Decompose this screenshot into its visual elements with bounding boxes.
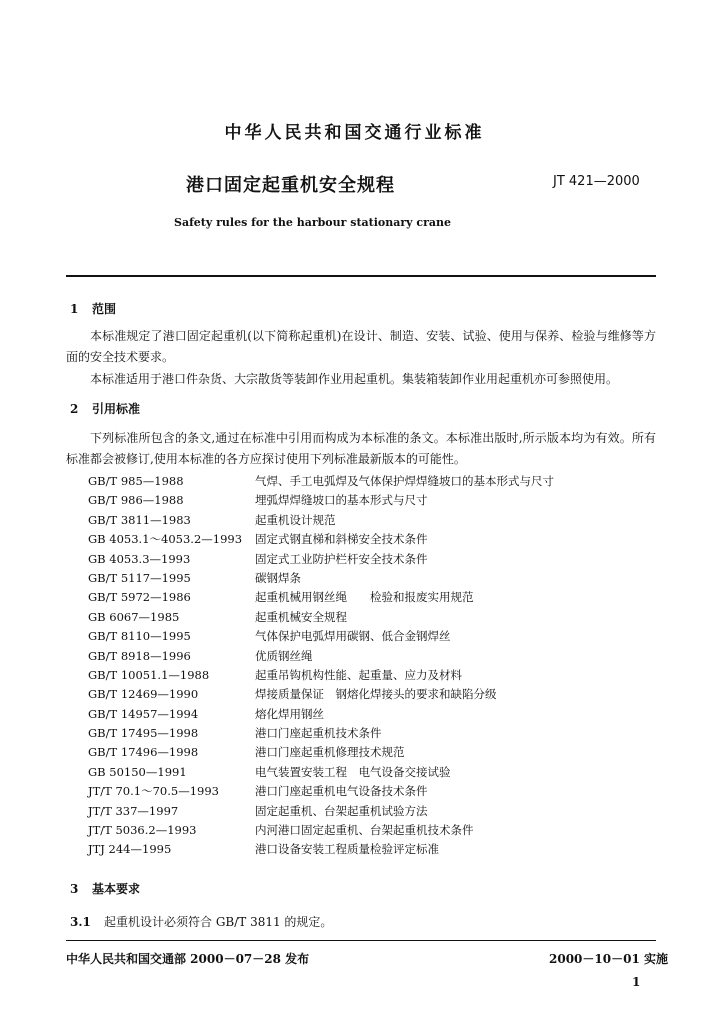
reference-item xyxy=(88,569,558,588)
effective-date: 2000－10－01 实施 xyxy=(549,952,668,966)
issuing-category-heading: 中华人民共和国交通行业标准 xyxy=(224,123,485,143)
reference-title: 港口门座起重机技术条件 xyxy=(255,726,382,741)
reference-title: 埋弧焊焊缝坡口的基本形式与尺寸 xyxy=(255,493,428,508)
reference-item xyxy=(88,588,558,607)
section-3-heading xyxy=(70,880,140,897)
reference-code: GB/T 12469—1990 xyxy=(88,687,199,702)
reference-code: GB 6067—1985 xyxy=(88,609,180,624)
reference-code: JT/T 70.1～70.5—1993 xyxy=(88,784,219,799)
reference-code: GB/T 986—1988 xyxy=(88,493,184,508)
reference-item xyxy=(88,666,558,685)
reference-title: 优质钢丝绳 xyxy=(255,648,313,663)
reference-title: 固定式钢直梯和斜梯安全技术条件 xyxy=(255,532,428,547)
reference-code: GB/T 17496—1998 xyxy=(88,745,199,760)
reference-code: GB/T 5117—1995 xyxy=(88,570,191,585)
reference-title: 起重吊钩机构性能、起重量、应力及材料 xyxy=(255,667,462,682)
reference-item xyxy=(88,550,558,569)
reference-code: GB/T 17495—1998 xyxy=(88,726,199,741)
reference-item xyxy=(88,763,558,782)
reference-item xyxy=(88,705,558,724)
reference-title: 港口设备安装工程质量检验评定标准 xyxy=(255,842,439,857)
scope-paragraph-2: 本标准适用于港口件杂货、大宗散货等装卸作业用起重机。集装箱装卸作业用起重机亦可参照使用。 xyxy=(90,372,619,386)
section-title: 基本要求 xyxy=(92,882,141,896)
reference-title: 起重机械用钢丝绳 检验和报废实用规范 xyxy=(255,590,474,605)
reference-title: 气体保护电弧焊用碳钢、低合金钢焊丝 xyxy=(255,629,451,644)
reference-item xyxy=(88,821,558,840)
reference-item xyxy=(88,685,558,704)
reference-title: 固定起重机、台架起重机试验方法 xyxy=(255,803,428,818)
reference-title: 焊接质量保证 钢熔化焊接头的要求和缺陷分级 xyxy=(255,687,497,702)
reference-item xyxy=(88,472,558,491)
section-number: 1 xyxy=(70,302,79,316)
reference-code: GB/T 8110—1995 xyxy=(88,629,191,644)
reference-title: 碳钢焊条 xyxy=(255,570,301,585)
reference-code: GB 4053.1～4053.2—1993 xyxy=(88,532,243,547)
reference-code: GB/T 10051.1—1988 xyxy=(88,667,210,682)
clause-number: 3.1 xyxy=(70,915,91,929)
reference-code: GB/T 985—1988 xyxy=(88,474,184,488)
reference-title: 港口门座起重机电气设备技术条件 xyxy=(255,784,428,799)
reference-code: JT/T 5036.2—1993 xyxy=(88,823,197,838)
reference-title: 起重机设计规范 xyxy=(255,512,336,527)
reference-code: GB/T 3811—1983 xyxy=(88,512,191,527)
clause-3-1 xyxy=(70,913,332,930)
section-title: 范围 xyxy=(92,302,117,316)
section-1-heading xyxy=(70,300,116,317)
reference-code: GB/T 5972—1986 xyxy=(88,590,191,605)
reference-code: GB/T 8918—1996 xyxy=(88,648,191,663)
reference-code: JT/T 337—1997 xyxy=(88,803,179,818)
section-2-heading xyxy=(70,400,140,417)
section-number: 3 xyxy=(70,882,79,896)
reference-item xyxy=(88,802,558,821)
section-title: 引用标准 xyxy=(92,402,141,416)
reference-title: 电气装置安装工程 电气设备交接试验 xyxy=(255,764,451,779)
issue-date: 中华人民共和国交通部 2000－07－28 发布 xyxy=(66,952,310,966)
reference-code: GB 4053.3—1993 xyxy=(88,551,191,566)
reference-item xyxy=(88,647,558,666)
clause-text: 起重机设计必须符合 GB/T 3811 的规定。 xyxy=(104,915,333,929)
reference-code: GB/T 14957—1994 xyxy=(88,706,199,721)
reference-title: 熔化焊用钢丝 xyxy=(255,706,324,721)
reference-title: 内河港口固定起重机、台架起重机技术条件 xyxy=(255,823,474,838)
scope-paragraph-1: 本标准规定了港口固定起重机(以下简称起重机)在设计、制造、安装、试验、使用与保养、检验与维修等方面的安全技术要求。 xyxy=(66,329,656,364)
reference-title: 固定式工业防护栏杆安全技术条件 xyxy=(255,551,428,566)
header-divider xyxy=(66,275,656,277)
reference-item xyxy=(88,491,558,510)
section-number: 2 xyxy=(70,402,79,416)
document-title-english: Safety rules for the harbour stationary crane xyxy=(174,216,452,229)
reference-title: 港口门座起重机修理技术规范 xyxy=(255,745,405,760)
footer-divider xyxy=(66,940,656,941)
document-title: 港口固定起重机安全规程 xyxy=(186,175,395,196)
reference-item xyxy=(88,530,558,549)
reference-item xyxy=(88,840,558,859)
reference-item xyxy=(88,724,558,743)
standard-code: JT 421—2000 xyxy=(553,174,640,189)
reference-code: GB 50150—1991 xyxy=(88,764,187,779)
reference-item xyxy=(88,782,558,801)
page-number: 1 xyxy=(632,975,641,989)
references-intro: 下列标准所包含的条文,通过在标准中引用而构成为本标准的条文。本标准出版时,所示版本均为有效。所有标准都会被修订,使用本标准的各方应探讨使用下列标准最新版本的可能性。 xyxy=(66,431,656,466)
reference-item xyxy=(88,743,558,762)
reference-title: 起重机械安全规程 xyxy=(255,609,347,624)
reference-item xyxy=(88,627,558,646)
reference-list xyxy=(88,472,558,860)
reference-item xyxy=(88,608,558,627)
reference-item xyxy=(88,511,558,530)
reference-code: JTJ 244—1995 xyxy=(88,842,172,857)
reference-title: 气焊、手工电弧焊及气体保护焊焊缝坡口的基本形式与尺寸 xyxy=(255,474,554,488)
